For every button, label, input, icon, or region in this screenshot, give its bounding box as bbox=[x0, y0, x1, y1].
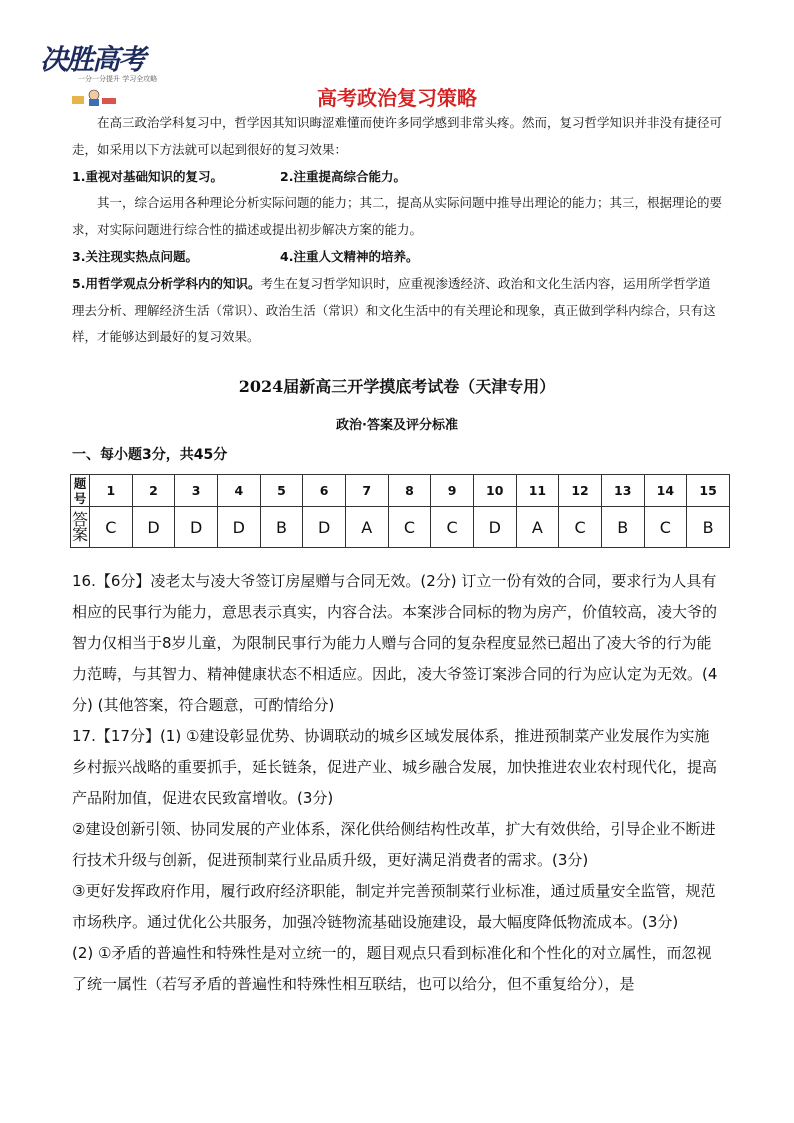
answer-cell: C bbox=[431, 507, 474, 548]
row-label-answer: 答 案 bbox=[71, 507, 90, 548]
method-row-2 bbox=[72, 244, 722, 271]
answer-cell: B bbox=[601, 507, 644, 548]
q16-head: 16.【6分】 bbox=[72, 572, 151, 590]
method-5-detail: 考生在复习哲学知识时，应重视渗透经济、政治和文化生活内容，运用所学哲学道理去分析、理解经济生活（常识）、政治生活（常识）和文化生活中的有关理论和现象，真正做到学科内综合，只有这样，才能够达到最好的复习效果。 bbox=[72, 275, 716, 345]
answer-cell: B bbox=[687, 507, 730, 548]
page-title: 高考政治复习策略 bbox=[317, 86, 477, 110]
question-number-cell: 15 bbox=[687, 475, 730, 507]
question-number-cell: 12 bbox=[559, 475, 602, 507]
method-5-paragraph bbox=[72, 271, 722, 351]
logo-text: 决胜高考 bbox=[40, 43, 145, 76]
method-row-1 bbox=[72, 164, 722, 191]
q16-text: 凌老太与凌大爷签订房屋赠与合同无效。(2分) 订立一份有效的合同，要求行为人具有相应的民事行为能力，意思表示真实，内容合法。本案涉合同标的物为房产，价值较高，凌大爷的智力仅相当于8岁儿童，为限制民事行为能力人赠与合同的复杂程度显然已超出了凌大爷的行为能力范畴，与其智力、精神健康状态不相适应。因此，凌大爷签订案涉合同的行为应认定为无效。(4分) (其他答案，符合题意，可酌情给分) bbox=[72, 572, 718, 714]
question-number-cell: 8 bbox=[388, 475, 431, 507]
question-number-cell: 14 bbox=[644, 475, 687, 507]
question-number-row bbox=[71, 475, 730, 507]
q17-head: 17.【17分】 bbox=[72, 727, 160, 745]
q16-answer bbox=[72, 566, 722, 721]
answer-cell: D bbox=[217, 507, 260, 548]
answer-cell: D bbox=[175, 507, 218, 548]
answer-cell: A bbox=[516, 507, 559, 548]
answer-cell: A bbox=[345, 507, 388, 548]
question-number-cell: 4 bbox=[217, 475, 260, 507]
intro-paragraph: 在高三政治学科复习中，哲学因其知识晦涩难懂而使许多同学感到非常头疼。然而，复习哲学知识并非没有捷径可走，如采用以下方法就可以起到很好的复习效果： bbox=[72, 115, 723, 157]
q17-part2: (2) ①矛盾的普遍性和特殊性是对立统一的，题目观点只看到标准化和个性化的对立属性，而忽视了统一属性（若写矛盾的普遍性和特殊性相互联结，也可以给分，但不重复给分），是 bbox=[72, 944, 712, 993]
question-number-cell: 3 bbox=[175, 475, 218, 507]
answer-cell: D bbox=[303, 507, 346, 548]
answer-cell: C bbox=[388, 507, 431, 548]
question-number-cell: 6 bbox=[303, 475, 346, 507]
question-number-cell: 9 bbox=[431, 475, 474, 507]
method-5: 5.用哲学观点分析学科内的知识。 bbox=[72, 275, 261, 291]
row-label-number: 题 号 bbox=[71, 475, 90, 507]
q17-p1: (1) ①建设彰显优势、协调联动的城乡区域发展体系，推进预制菜产业发展作为实施乡村振兴战略的重要抓手，延长链条，促进产业、城乡融合发展，加快推进农业农村现代化，提高产品附加值，促进农民致富增收。(3分) bbox=[72, 727, 718, 807]
answer-table bbox=[70, 474, 730, 548]
intro-section bbox=[72, 110, 722, 351]
method-2: 2.注重提高综合能力。 bbox=[280, 168, 406, 184]
question-number-cell: 5 bbox=[260, 475, 303, 507]
method-4: 4.注重人文精神的培养。 bbox=[280, 248, 419, 264]
answer-cell: C bbox=[559, 507, 602, 548]
method-1: 1.重视对基础知识的复习。 bbox=[72, 168, 223, 184]
question-number-cell: 1 bbox=[90, 475, 133, 507]
section-1-heading: 一、每小题3分，共45分 bbox=[72, 447, 228, 463]
question-number-cell: 2 bbox=[132, 475, 175, 507]
exam-subtitle: 政治·答案及评分标准 bbox=[336, 418, 458, 433]
answer-cell: B bbox=[260, 507, 303, 548]
exam-title: 2024届新高三开学摸底考试卷（天津专用） bbox=[238, 377, 556, 396]
answer-row bbox=[71, 507, 730, 548]
question-number-cell: 11 bbox=[516, 475, 559, 507]
q17-part1-1 bbox=[72, 721, 722, 814]
method-3: 3.关注现实热点问题。 bbox=[72, 248, 198, 264]
answer-cell: C bbox=[644, 507, 687, 548]
method-2-detail: 其一，综合运用各种理论分析实际问题的能力；其二，提高从实际问题中推导出理论的能力；其三，根据理论的要求，对实际问题进行综合性的描述或提出初步解决方案的能力。 bbox=[72, 195, 723, 238]
question-number-cell: 13 bbox=[601, 475, 644, 507]
answer-cell: D bbox=[132, 507, 175, 548]
answer-cell: C bbox=[90, 507, 133, 548]
q17-part1-2: ②建设创新引领、协同发展的产业体系，深化供给侧结构性改革，扩大有效供给，引导企业不断进行技术升级与创新，促进预制菜行业品质升级，更好满足消费者的需求。(3分) bbox=[72, 820, 716, 869]
answers-body bbox=[72, 566, 722, 1000]
question-number-cell: 7 bbox=[345, 475, 388, 507]
q17-part1-3: ③更好发挥政府作用，履行政府经济职能，制定并完善预制菜行业标准，通过质量安全监管，规范市场秩序。通过优化公共服务，加强冷链物流基础设施建设，最大幅度降低物流成本。(3分) bbox=[72, 882, 716, 931]
answer-cell: D bbox=[473, 507, 516, 548]
question-number-cell: 10 bbox=[473, 475, 516, 507]
logo-subtext: 一分一分提升 学习全攻略 bbox=[78, 75, 158, 83]
